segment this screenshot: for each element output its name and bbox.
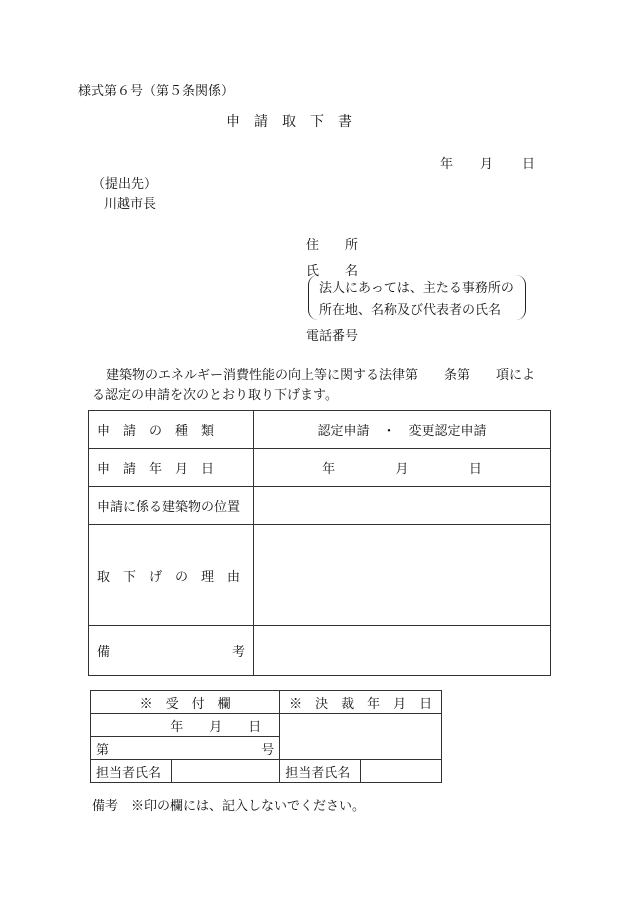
name-label: 氏 名 bbox=[306, 264, 359, 279]
reception-header: ※ 受 付 欄 bbox=[91, 691, 280, 714]
application-type-value: 認定申請 ・ 変更認定申請 bbox=[254, 411, 551, 449]
withdrawal-reason-value[interactable] bbox=[254, 525, 551, 626]
corporation-note bbox=[308, 275, 526, 320]
remarks-label-b: 考 bbox=[231, 645, 245, 660]
date-day: 日 bbox=[522, 157, 536, 172]
reception-number-prefix: 第 bbox=[96, 742, 110, 758]
date-year: 年 bbox=[440, 157, 454, 172]
reception-table bbox=[90, 690, 442, 783]
table-row bbox=[89, 487, 551, 525]
reception-number bbox=[91, 737, 280, 760]
withdrawal-table bbox=[88, 410, 551, 676]
withdrawal-reason-label: 取 下 げ の 理 由 bbox=[89, 525, 254, 626]
address-label: 住 所 bbox=[306, 238, 359, 253]
application-date-day: 日 bbox=[468, 462, 482, 477]
recipient-name: 川越市長 bbox=[104, 197, 157, 212]
phone-label: 電話番号 bbox=[306, 329, 359, 344]
body-text-line1: 建築物のエネルギー消費性能の向上等に関する法律第 条第 項によ bbox=[106, 368, 536, 383]
table-row bbox=[89, 626, 551, 676]
building-location-label: 申請に係る建築物の位置 bbox=[89, 487, 254, 525]
reception-number-suffix: 号 bbox=[261, 742, 275, 758]
reception-date: 年 月 日 bbox=[91, 714, 280, 737]
page-title: 申 請 取 下 書 bbox=[226, 114, 352, 130]
remarks-value[interactable] bbox=[254, 626, 551, 676]
application-type-label: 申 請 の 種 類 bbox=[89, 411, 254, 449]
corporation-note-line2: 所在地、名称及び代表者の氏名 bbox=[319, 303, 502, 318]
table-row bbox=[89, 525, 551, 626]
application-date-year: 年 bbox=[322, 462, 336, 477]
application-date-month: 月 bbox=[395, 462, 409, 477]
approval-staff-label: 担当者氏名 bbox=[280, 760, 361, 783]
corporation-note-line1: 法人にあっては、主たる事務所の bbox=[319, 281, 514, 296]
form-number: 様式第６号（第５条関係） bbox=[78, 84, 235, 99]
table-row bbox=[91, 760, 442, 783]
table-row bbox=[91, 691, 442, 714]
remarks-label bbox=[89, 626, 254, 676]
date-month: 月 bbox=[480, 157, 494, 172]
reception-staff-label: 担当者氏名 bbox=[91, 760, 172, 783]
application-date-label: 申 請 年 月 日 bbox=[89, 449, 254, 487]
table-row bbox=[91, 714, 442, 737]
body-text-line2: る認定の申請を次のとおり取り下げます。 bbox=[92, 388, 338, 403]
approval-date-value bbox=[280, 714, 442, 760]
remarks-label-a: 備 bbox=[97, 645, 111, 660]
recipient-label: （提出先） bbox=[92, 177, 158, 192]
table-row bbox=[89, 411, 551, 449]
reception-staff-value bbox=[172, 760, 280, 783]
application-date-value bbox=[254, 449, 551, 487]
footer-note: 備考 ※印の欄には、記入しないでください。 bbox=[92, 799, 366, 814]
approval-date-header: ※ 決 裁 年 月 日 bbox=[280, 691, 442, 714]
table-row bbox=[89, 449, 551, 487]
building-location-value[interactable] bbox=[254, 487, 551, 525]
approval-staff-value bbox=[361, 760, 442, 783]
